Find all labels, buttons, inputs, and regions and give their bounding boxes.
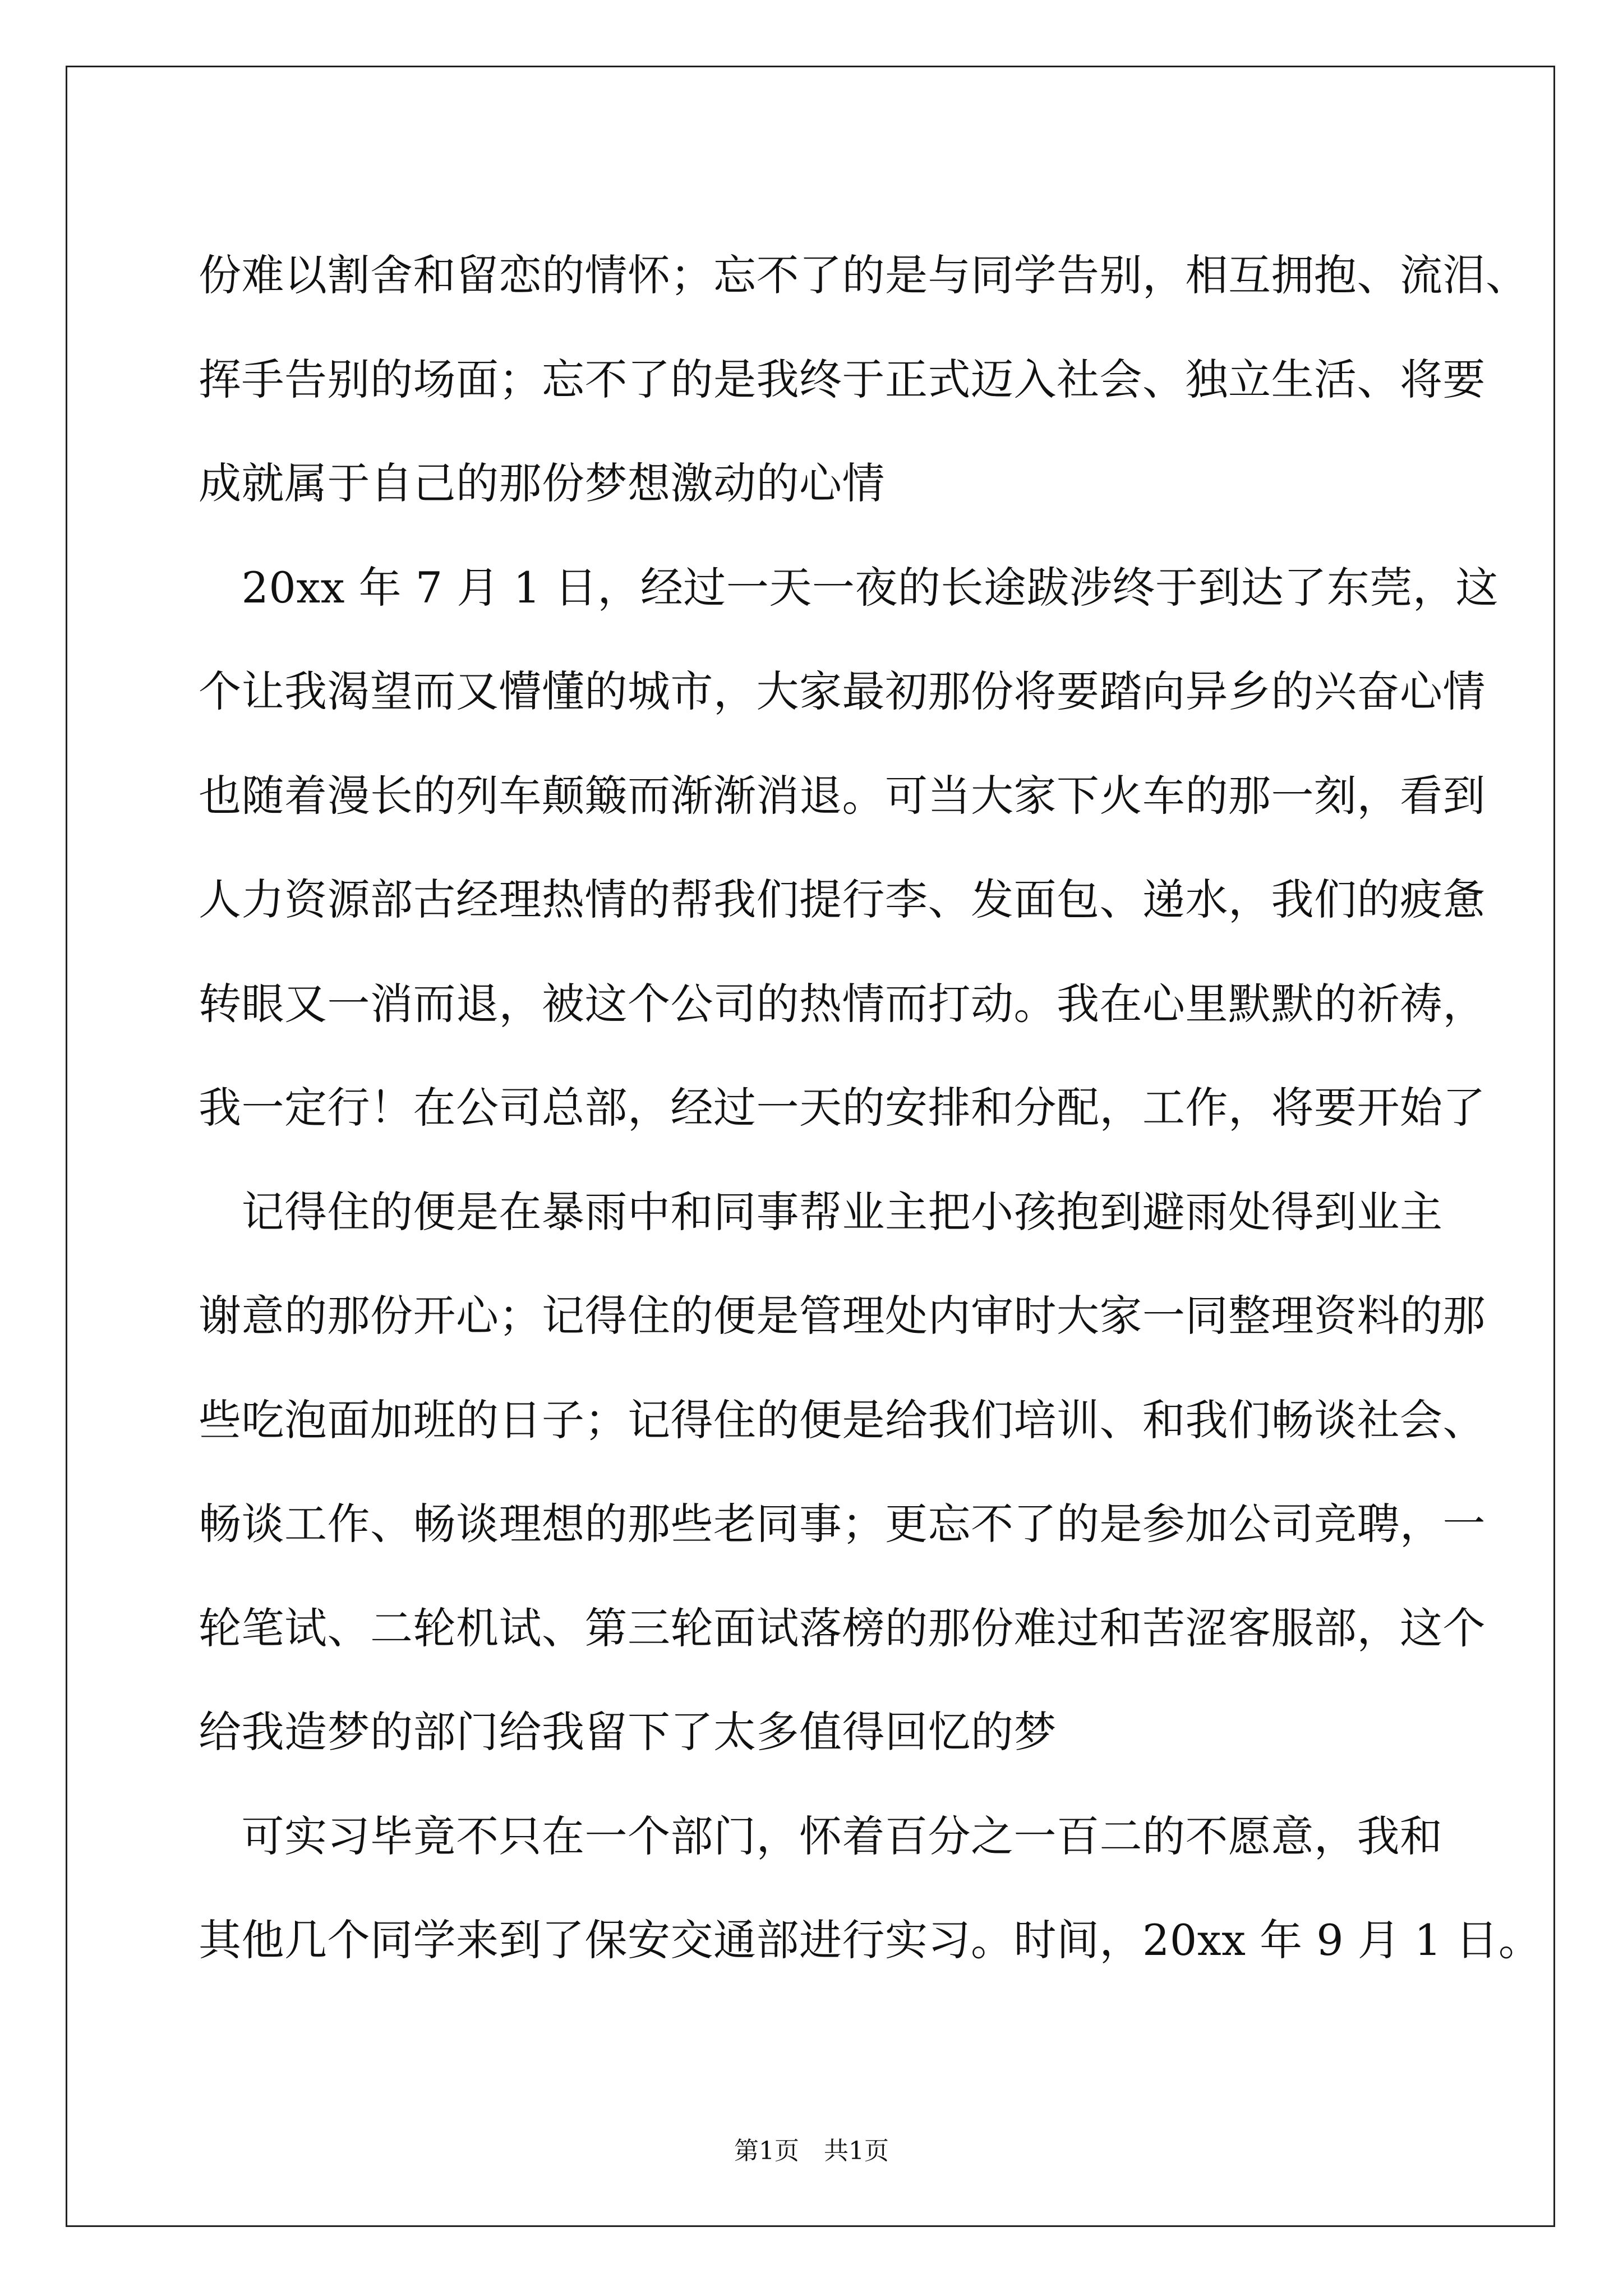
text-line: 也随着漫长的列车颠簸而渐渐消退。可当大家下火车的那一刻，看到: [199, 770, 1486, 821]
text-line: 份难以割舍和留恋的情怀；忘不了的是与同学告别，相互拥抱、流泪、: [199, 250, 1529, 300]
text-line: 谢意的那份开心；记得住的便是管理处内审时大家一同整理资料的那: [199, 1291, 1486, 1341]
text-line: 可实习毕竟不只在一个部门，怀着百分之一百二的不愿意，我和: [199, 1811, 1443, 1861]
text-line: 其他几个同学来到了保安交通部进行实习。时间，20xx 年 9 月 1 日。: [199, 1915, 1542, 1965]
text-line: 20xx 年 7 月 1 日，经过一天一夜的长途跋涉终于到达了东莞，这: [199, 562, 1498, 613]
text-line: 些吃泡面加班的日子；记得住的便是给我们培训、和我们畅谈社会、: [199, 1395, 1486, 1445]
text-line: 转眼又一消而退，被这个公司的热情而打动。我在心里默默的祈祷，: [199, 978, 1486, 1029]
page-footer: 第1页 共1页: [734, 2137, 889, 2165]
text-line: 个让我渴望而又懵懂的城市，大家最初那份将要踏向异乡的兴奋心情: [199, 666, 1486, 716]
document-body: [199, 223, 1542, 1993]
text-line: 成就属于自己的那份梦想激动的心情: [199, 458, 885, 508]
text-line: 挥手告别的场面；忘不了的是我终于正式迈入社会、独立生活、将要: [199, 354, 1486, 404]
text-line: 给我造梦的部门给我留下了太多值得回忆的梦: [199, 1707, 1057, 1757]
text-line: 记得住的便是在暴雨中和同事帮业主把小孩抱到避雨处得到业主: [199, 1186, 1443, 1237]
text-line: 我一定行！在公司总部，经过一天的安排和分配，工作，将要开始了: [199, 1083, 1486, 1133]
text-line: 人力资源部古经理热情的帮我们提行李、发面包、递水，我们的疲惫: [199, 875, 1486, 924]
text-line: 畅谈工作、畅谈理想的那些老同事；更忘不了的是参加公司竞聘，一: [199, 1499, 1486, 1549]
text-line: 轮笔试、二轮机试、第三轮面试落榜的那份难过和苦涩客服部，这个: [199, 1603, 1486, 1653]
